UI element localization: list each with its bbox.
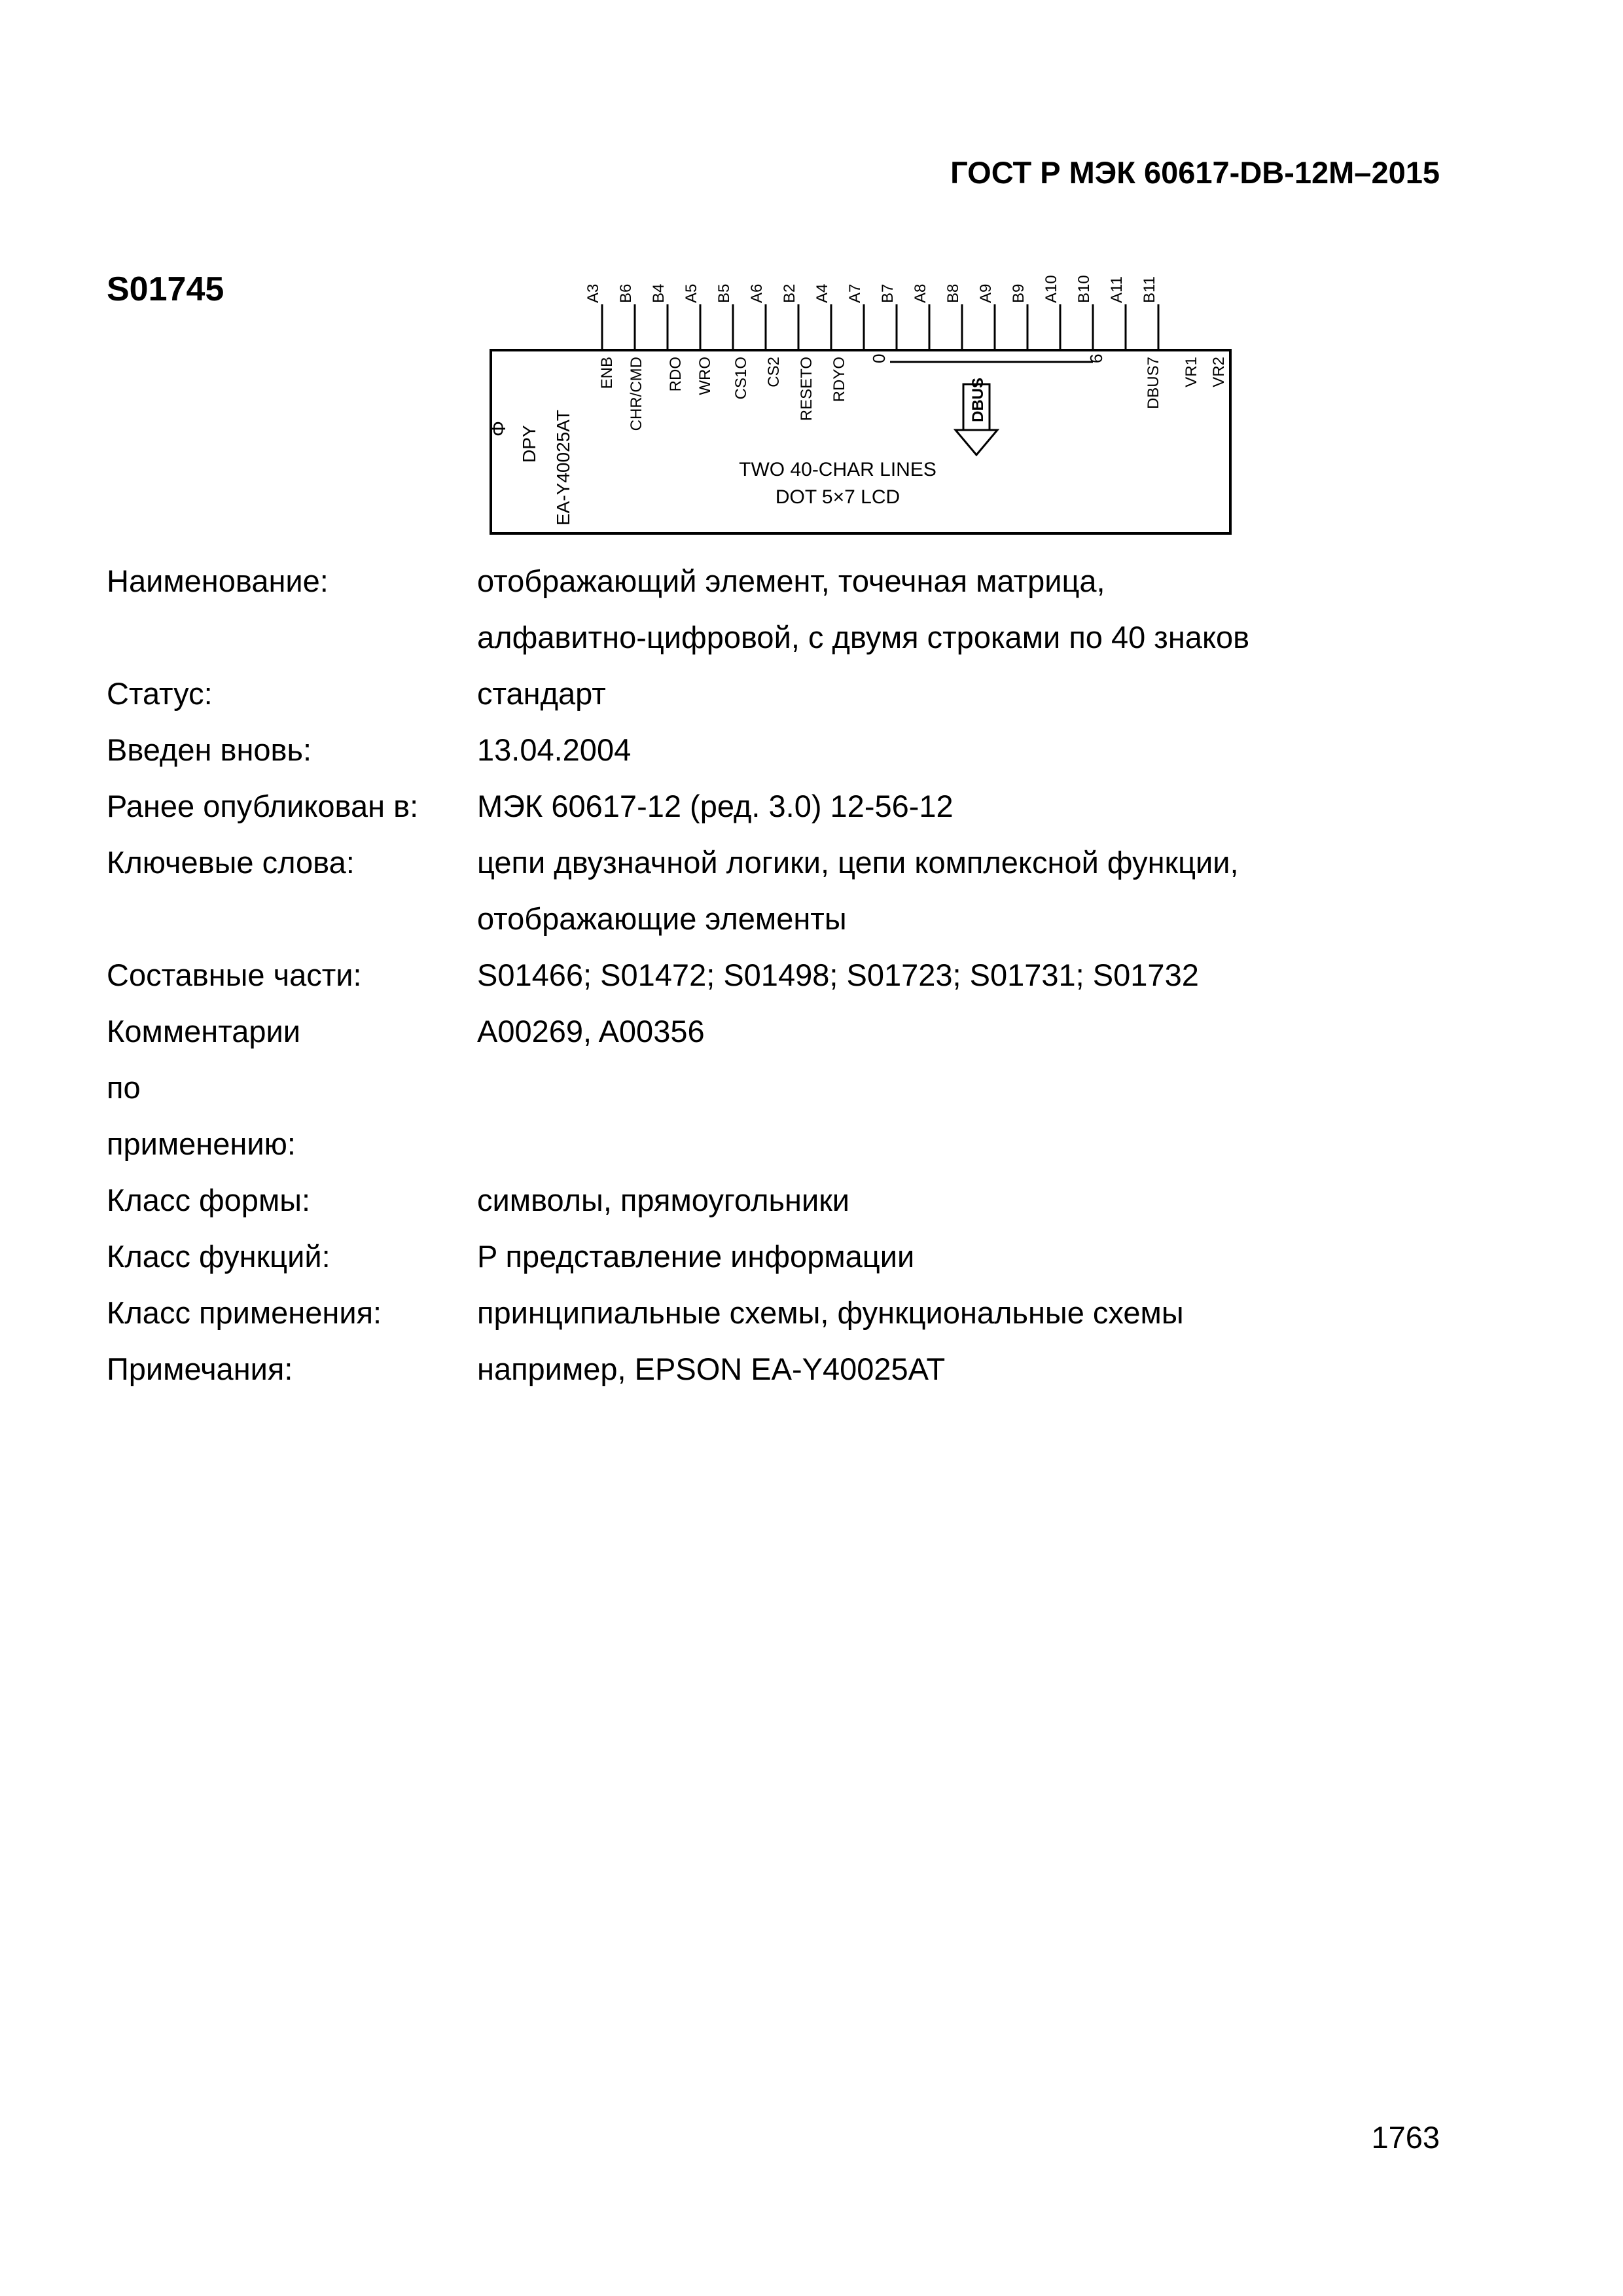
property-row-status [107,666,1481,722]
pin-label-top: B6 [617,283,635,303]
property-value-line: 13.04.2004 [477,732,632,767]
pin-label-top: B4 [650,283,668,303]
property-value-line: МЭК 60617-12 (ред. 3.0) 12-56-12 [477,789,954,823]
bus-end-label: 6 [1086,353,1106,363]
property-row-notes [107,1341,1481,1397]
pin-label-inner: RDO [667,357,685,392]
pin-label-inner: DBUS7 [1145,357,1162,410]
property-value [477,1285,1481,1341]
property-value [477,1229,1481,1285]
lcd-display-symbol [471,265,1243,540]
pin-label-top: B5 [715,283,733,303]
pin-label-top: A6 [748,283,766,303]
property-value [477,1341,1481,1397]
property-key: Наименование: [107,564,329,598]
pin-label-top: A3 [584,283,602,303]
property-value-line: отображающий элемент, точечная матрица, [477,564,1105,598]
property-key-text: Комментарии по применению: [107,1014,301,1161]
pin-label-top: A9 [977,283,995,303]
property-row-keywords [107,834,1481,947]
pin-label-top: B2 [781,283,798,303]
property-key [107,1003,477,1172]
description-line-1: TWO 40-CHAR LINES [739,459,936,480]
property-key: Ключевые слова: [107,845,355,880]
property-value [477,553,1481,666]
pin-label-inner: VR1 [1183,357,1200,387]
property-value-line: S01466; S01472; S01498; S01723; S01731; S01732 [477,958,1199,992]
pin-label-inner: CHR/CMD [628,357,645,431]
pin-label-inner: CS2 [765,357,783,387]
pin-label-inner: WRO [696,357,714,395]
pin-label-inner: RESETO [798,357,815,422]
property-key: Класс применения: [107,1295,382,1330]
property-row-form-class [107,1172,1481,1229]
property-row-introduced [107,722,1481,778]
property-value-line: символы, прямоугольники [477,1183,850,1217]
property-key: Статус: [107,676,213,711]
property-key: Класс функций: [107,1239,330,1274]
pin-label-top: B11 [1141,276,1158,303]
inner-pins-group [598,357,1228,431]
pin-label-top: A7 [846,283,864,303]
property-value [477,778,1481,834]
property-row-components [107,947,1481,1003]
property-row-published-in [107,778,1481,834]
standard-header: ГОСТ Р МЭК 60617-DB-12M–2015 [950,155,1440,190]
pin-label-top: B8 [944,283,962,303]
property-key: Примечания: [107,1352,293,1386]
property-value [477,722,1481,778]
property-row-name [107,553,1481,666]
pin-label-inner: CS1O [732,357,750,400]
lcd-display-symbol-drawing [471,265,1243,540]
property-key: Составные части: [107,958,362,992]
pin-label-top: A11 [1108,276,1126,303]
property-value [477,947,1481,1003]
pin-label-inner: VR2 [1210,357,1228,387]
property-key: Ранее опубликован в: [107,789,419,823]
property-value-line: цепи двузначной логики, цепи комплексной функции, [477,845,1239,880]
bus-label: DBUS [969,377,987,422]
property-key: Класс формы: [107,1183,311,1217]
pin-label-top: A5 [683,283,700,303]
description-line-2: DOT 5×7 LCD [775,486,901,508]
page-number: 1763 [1371,2120,1440,2155]
properties-table [107,553,1481,1397]
pin-label-inner: ENB [598,357,616,389]
property-value [477,666,1481,722]
pin-label-top: B9 [1010,283,1027,303]
property-value [477,1172,1481,1229]
property-row-application-class [107,1285,1481,1341]
property-value-line: отображающие элементы [477,901,847,936]
property-value-line: принципиальные схемы, функциональные схемы [477,1295,1184,1330]
property-row-application-notes [107,1003,1481,1172]
dpy-label: DPY [519,425,539,463]
top-pins-group [584,275,1158,350]
property-value [477,834,1481,947]
property-value-line: стандарт [477,676,606,711]
pin-label-top: A10 [1043,275,1060,303]
property-value-line: алфавитно-цифровой, с двумя строками по 40 знаков [477,620,1250,655]
pin-label-top: B10 [1075,275,1093,303]
pin-label-top: A4 [813,283,831,303]
dpy-marker: Φ [488,421,510,437]
bus-start-label: 0 [869,353,889,363]
model-label: EA-Y40025AT [553,410,573,526]
pin-label-top: A8 [912,283,929,303]
property-value-line: A00269, A00356 [477,1014,705,1049]
pin-label-top: B7 [879,283,897,303]
symbol-id: S01745 [107,270,224,308]
property-value [477,1003,1481,1172]
property-row-function-class [107,1229,1481,1285]
property-value-line: P представление информации [477,1239,915,1274]
pin-label-inner: RDYO [830,357,848,403]
property-value-line: например, EPSON EA-Y40025AT [477,1352,946,1386]
property-key: Введен вновь: [107,732,312,767]
